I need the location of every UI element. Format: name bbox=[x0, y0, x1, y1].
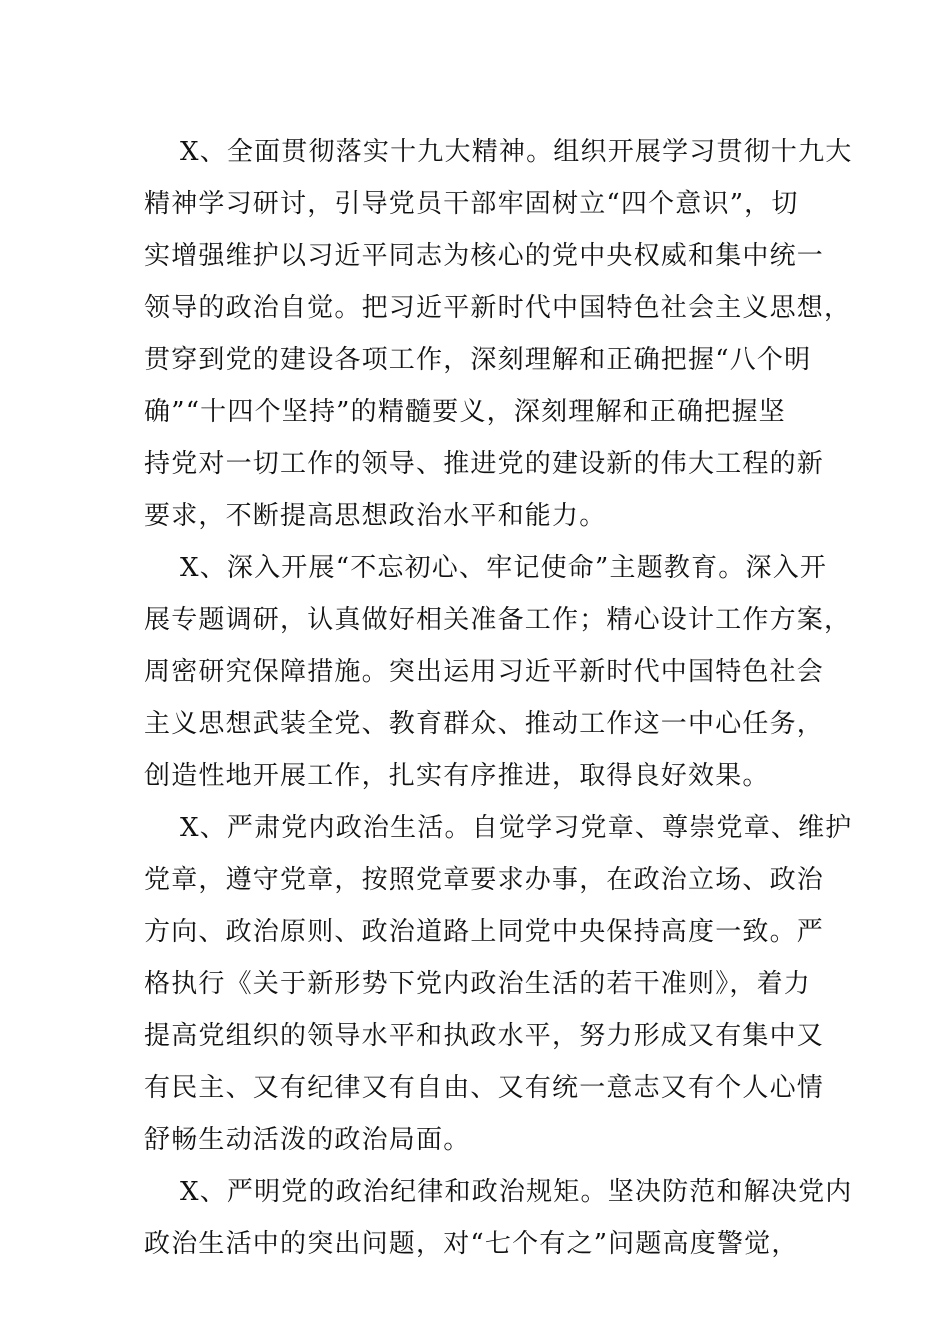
text-line: 有民主、又有纪律又有自由、又有统一意志又有个人心情 bbox=[144, 1073, 825, 1103]
text-line: 格执行《关于新形势下党内政治生活的若干准则》，着力 bbox=[144, 969, 812, 999]
text-line: 展专题调研，认真做好相关准备工作；精心设计工作方案， bbox=[144, 605, 852, 635]
text-line: 舒畅生动活泼的政治局面。 bbox=[144, 1125, 471, 1155]
text-line: X、深入开展“不忘初心、牢记使命”主题教育。深入开 bbox=[180, 553, 828, 583]
paragraph-implement-19th-congress bbox=[144, 126, 853, 542]
text-line: 党章，遵守党章，按照党章要求办事，在政治立场、政治 bbox=[144, 865, 825, 895]
document-body bbox=[144, 126, 853, 1270]
text-line: 提高党组织的领导水平和执政水平，努力形成又有集中又 bbox=[144, 1021, 825, 1051]
text-line: 主义思想武装全党、教育群众、推动工作这一中心任务， bbox=[144, 709, 825, 739]
text-line: 实增强维护以习近平同志为核心的党中央权威和集中统一 bbox=[144, 241, 825, 271]
paragraph-political-discipline bbox=[144, 1166, 853, 1270]
text-line: 周密研究保障措施。突出运用习近平新时代中国特色社会 bbox=[144, 657, 825, 687]
paragraph-political-life bbox=[144, 802, 853, 1166]
text-line: 方向、政治原则、政治道路上同党中央保持高度一致。严 bbox=[144, 917, 825, 947]
text-line: 政治生活中的突出问题，对“七个有之”问题高度警觉， bbox=[144, 1229, 799, 1259]
text-line: X、全面贯彻落实十九大精神。组织开展学习贯彻十九大 bbox=[180, 137, 853, 167]
text-line: 贯穿到党的建设各项工作，深刻理解和正确把握“八个明 bbox=[144, 345, 812, 375]
text-line: 持党对一切工作的领导、推进党的建设新的伟大工程的新 bbox=[144, 449, 825, 479]
text-line: 领导的政治自觉。把习近平新时代中国特色社会主义思想， bbox=[144, 293, 852, 323]
text-line: X、严明党的政治纪律和政治规矩。坚决防范和解决党内 bbox=[180, 1177, 853, 1207]
paragraph-theme-education bbox=[144, 542, 852, 802]
text-line: 精神学习研讨，引导党员干部牢固树立“四个意识”，切 bbox=[144, 189, 799, 219]
text-line: 创造性地开展工作，扎实有序推进，取得良好效果。 bbox=[144, 761, 770, 791]
text-line: 要求，不断提高思想政治水平和能力。 bbox=[144, 501, 607, 531]
text-line: 确”“十四个坚持”的精髓要义，深刻理解和正确把握坚 bbox=[144, 397, 786, 427]
text-line: X、严肃党内政治生活。自觉学习党章、尊崇党章、维护 bbox=[180, 813, 853, 843]
